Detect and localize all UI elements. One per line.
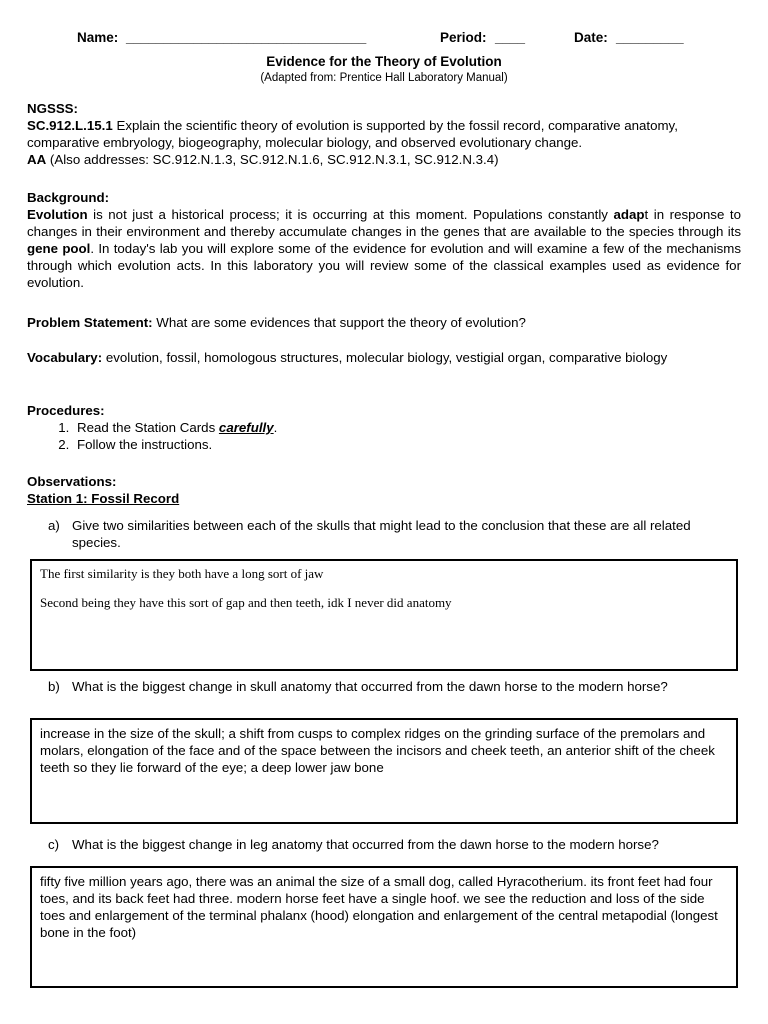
page-title: Evidence for the Theory of Evolution [266, 54, 502, 69]
procedure-step-2: 2. Follow the instructions. [73, 436, 741, 453]
answer-box-a[interactable] [30, 559, 738, 671]
vocabulary-text: evolution, fossil, homologous structures, molecular biology, vestigial organ, comparative biology [102, 350, 668, 365]
vocabulary-section [27, 349, 741, 366]
date-label: Date: [574, 30, 608, 45]
background-text-2: t in response to changes in their environment and thereby accumulate changes in the genes that are available to the species through its [27, 207, 741, 239]
question-a [48, 517, 742, 551]
ngsss-code: SC.912.L.15.1 [27, 118, 113, 133]
problem-text: What are some evidences that support the theory of evolution? [152, 315, 526, 330]
answer-box-c[interactable] [30, 866, 738, 988]
date-blank: _________ [616, 30, 684, 45]
step-1-period: . [273, 420, 278, 435]
ngsss-text: Explain the scientific theory of evolution is supported by the fossil record, comparative anatomy, comparative embryology, biogeography, molecular biology, and observed evolutionary change. [27, 118, 678, 150]
name-label: Name: [77, 30, 119, 45]
procedures-heading: Procedures: [27, 403, 105, 418]
question-a-text: Give two similarities between each of the skulls that might lead to the conclusion that these are all related species. [72, 518, 691, 550]
header-row [0, 29, 768, 47]
step-1-text: Read the Station Cards [77, 420, 219, 435]
question-b-text: What is the biggest change in skull anatomy that occurred from the dawn horse to the modern horse? [72, 679, 668, 694]
vocabulary-label: Vocabulary: [27, 350, 103, 365]
question-c-text: What is the biggest change in leg anatomy that occurred from the dawn horse to the modern horse? [72, 837, 659, 852]
name-blank: ________________________________ [126, 30, 367, 45]
question-c [48, 836, 742, 853]
ngsss-section [27, 100, 741, 168]
answer-c-text: fifty five million years ago, there was an animal the size of a small dog, called Hyracotherium. its front feet had four toes, and its back feet had three. modern horse feet have a single hoof. we see the reduction and loss of the side toes and enlargement of the terminal phalanx (hood) elongation and enlargement of the central metapodial (longest bone in the foot) [40, 874, 718, 940]
procedures-section [27, 402, 741, 453]
ngsss-standard [27, 117, 741, 151]
problem-statement [27, 314, 741, 331]
procedure-step-1 [73, 419, 741, 436]
question-c-label: c) [48, 837, 60, 852]
ngsss-also-addresses [27, 151, 741, 168]
term-gene-pool: gene pool [27, 241, 91, 256]
aa-label: AA [27, 152, 47, 167]
question-a-label: a) [48, 518, 60, 533]
observations-heading: Observations: [27, 474, 117, 489]
answer-a-line-2: Second being they have this sort of gap and then teeth, idk I never did anatomy [40, 595, 452, 610]
problem-label: Problem Statement: [27, 315, 153, 330]
background-paragraph [27, 206, 741, 291]
station-1-heading: Station 1: Fossil Record [27, 491, 180, 506]
aa-text: (Also addresses: SC.912.N.1.3, SC.912.N.1.6, SC.912.N.3.1, SC.912.N.3.4) [46, 152, 499, 167]
ngsss-heading: NGSSS: [27, 101, 78, 116]
answer-b-text: increase in the size of the skull; a shift from cusps to complex ridges on the grinding surface of the premolars and molars, elongation of the face and of the space between the incisors and cheek teeth, an anterior shift of the cheek teeth so they lie forward of the eye; a deep lower jaw bone [40, 726, 715, 775]
procedures-list [27, 419, 741, 453]
answer-box-b[interactable] [30, 718, 738, 824]
observations-section [27, 473, 741, 507]
background-section [27, 189, 741, 291]
period-blank: ____ [495, 30, 526, 45]
question-b [48, 678, 742, 695]
term-evolution: Evolution [27, 207, 88, 222]
period-label: Period: [440, 30, 487, 45]
background-text-1: is not just a historical process; it is occurring at this moment. Populations constantly [87, 207, 614, 222]
page-subtitle: (Adapted from: Prentice Hall Laboratory Manual) [260, 72, 508, 84]
background-text-3: . In today's lab you will explore some of the evidence for evolution and will examine a few of the mechanisms through which evolution acts. In this laboratory you will review some of the classical examples used as evidence for evolution. [27, 241, 741, 290]
question-b-label: b) [48, 679, 60, 694]
answer-a-line-1: The first similarity is they both have a long sort of jaw [40, 566, 324, 581]
step-1-emphasis: carefully [218, 420, 274, 435]
background-heading: Background: [27, 190, 110, 205]
term-adapt: adap [613, 207, 645, 222]
